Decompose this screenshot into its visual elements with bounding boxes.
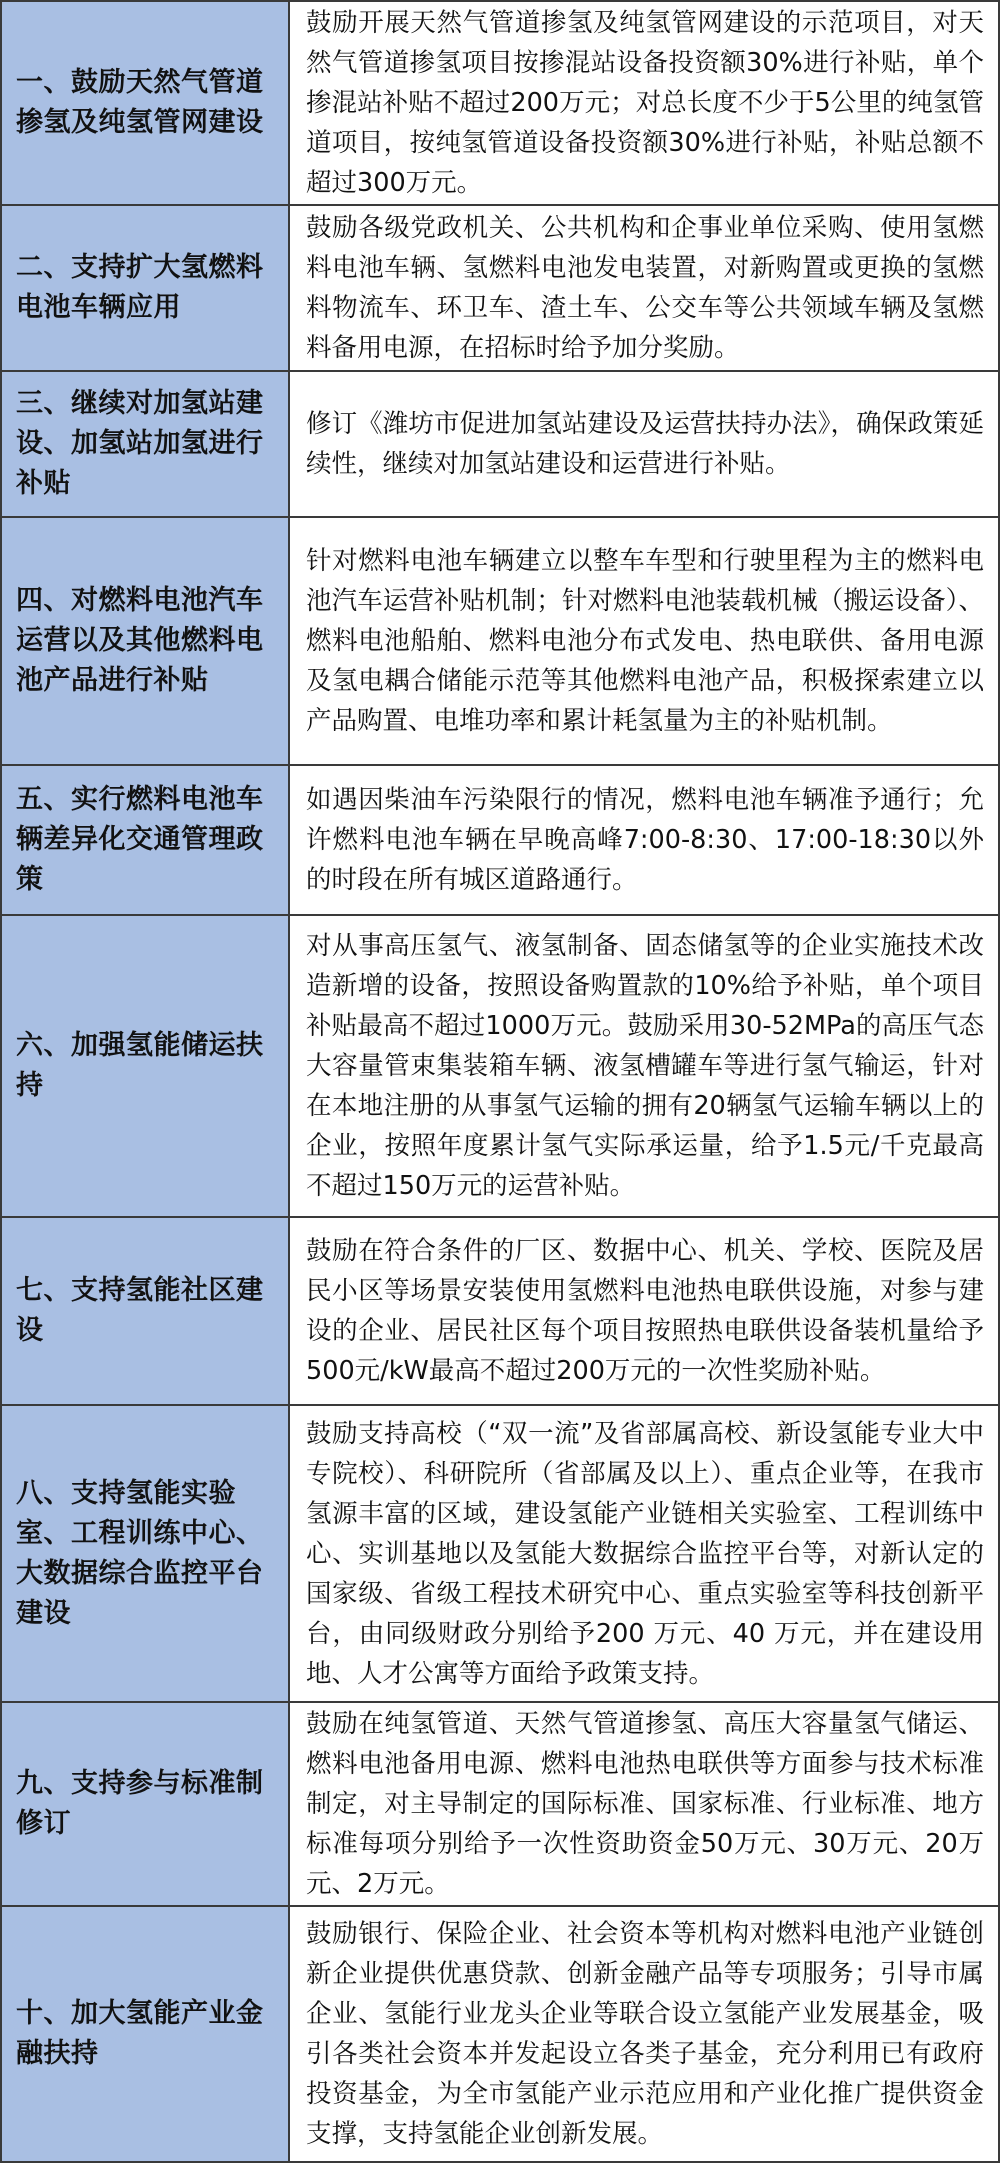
policy-content-8: 鼓励支持高校（“双一流”及省部属高校、新设氢能专业大中专院校）、科研院所（省部属及以上）、重点企业等，在我市氢源丰富的区域，建设氢能产业链相关实验室、工程训练中心、实训基地以及氢能大数据综合监控平台等，对新认定的国家级、省级工程技术研究中心、重点实验室等科技创新平台，由同级财政分别给予200 万元、40 万元，并在建设用地、人才公寓等方面给予政策支持。 xyxy=(289,1405,999,1702)
policy-title-3: 三、继续对加氢站建设、加氢站加氢进行补贴 xyxy=(1,371,289,517)
policy-content-4: 针对燃料电池车辆建立以整车车型和行驶里程为主的燃料电池汽车运营补贴机制；针对燃料电池装载机械（搬运设备）、燃料电池船舶、燃料电池分布式发电、热电联供、备用电源及氢电耦合储能示范等其他燃料电池产品，积极探索建立以产品购置、电堆功率和累计耗氢量为主的补贴机制。 xyxy=(289,517,999,765)
policy-title-5: 五、实行燃料电池车辆差异化交通管理政策 xyxy=(1,765,289,915)
policy-title-7: 七、支持氢能社区建设 xyxy=(1,1217,289,1405)
policy-row-4 xyxy=(1,517,999,765)
policy-content-7: 鼓励在符合条件的厂区、数据中心、机关、学校、医院及居民小区等场景安装使用氢燃料电池热电联供设施，对参与建设的企业、居民社区每个项目按照热电联供设备装机量给予500元/kW最高不超过200万元的一次性奖励补贴。 xyxy=(289,1217,999,1405)
policy-row-8 xyxy=(1,1405,999,1702)
policy-row-10 xyxy=(1,1906,999,2162)
policy-row-9 xyxy=(1,1702,999,1906)
policy-content-9: 鼓励在纯氢管道、天然气管道掺氢、高压大容量氢气储运、燃料电池备用电源、燃料电池热电联供等方面参与技术标准制定，对主导制定的国际标准、国家标准、行业标准、地方标准每项分别给予一次性资助资金50万元、30万元、20万元、2万元。 xyxy=(289,1702,999,1906)
policy-content-10: 鼓励银行、保险企业、社会资本等机构对燃料电池产业链创新企业提供优惠贷款、创新金融产品等专项服务；引导市属企业、氢能行业龙头企业等联合设立氢能产业发展基金，吸引各类社会资本并发起设立各类子基金，充分利用已有政府投资基金，为全市氢能产业示范应用和产业化推广提供资金支撑，支持氢能企业创新发展。 xyxy=(289,1906,999,2162)
policy-row-3 xyxy=(1,371,999,517)
policy-row-5 xyxy=(1,765,999,915)
policy-title-9: 九、支持参与标准制修订 xyxy=(1,1702,289,1906)
policy-row-2 xyxy=(1,205,999,371)
policy-title-2: 二、支持扩大氢燃料电池车辆应用 xyxy=(1,205,289,371)
policy-title-1: 一、鼓励天然气管道掺氢及纯氢管网建设 xyxy=(1,1,289,205)
policy-row-7 xyxy=(1,1217,999,1405)
policy-content-5: 如遇因柴油车污染限行的情况，燃料电池车辆准予通行；允许燃料电池车辆在早晚高峰7:00-8:30、17:00-18:30以外的时段在所有城区道路通行。 xyxy=(289,765,999,915)
policy-content-2: 鼓励各级党政机关、公共机构和企事业单位采购、使用氢燃料电池车辆、氢燃料电池发电装置，对新购置或更换的氢燃料物流车、环卫车、渣土车、公交车等公共领域车辆及氢燃料备用电源，在招标时给予加分奖励。 xyxy=(289,205,999,371)
policy-title-10: 十、加大氢能产业金融扶持 xyxy=(1,1906,289,2162)
policy-row-1 xyxy=(1,1,999,205)
policy-title-4: 四、对燃料电池汽车运营以及其他燃料电池产品进行补贴 xyxy=(1,517,289,765)
policy-title-8: 八、支持氢能实验室、工程训练中心、大数据综合监控平台建设 xyxy=(1,1405,289,1702)
policy-content-3: 修订《潍坊市促进加氢站建设及运营扶持办法》，确保政策延续性，继续对加氢站建设和运营进行补贴。 xyxy=(289,371,999,517)
policy-content-6: 对从事高压氢气、液氢制备、固态储氢等的企业实施技术改造新增的设备，按照设备购置款的10%给予补贴，单个项目补贴最高不超过1000万元。鼓励采用30-52MPa的高压气态大容量管束集装箱车辆、液氢槽罐车等进行氢气输运，针对在本地注册的从事氢气运输的拥有20辆氢气运输车辆以上的企业，按照年度累计氢气实际承运量，给予1.5元/千克最高不超过150万元的运营补贴。 xyxy=(289,915,999,1217)
policy-content-1: 鼓励开展天然气管道掺氢及纯氢管网建设的示范项目，对天然气管道掺氢项目按掺混站设备投资额30%进行补贴，单个掺混站补贴不超过200万元；对总长度不少于5公里的纯氢管道项目，按纯氢管道设备投资额30%进行补贴，补贴总额不超过300万元。 xyxy=(289,1,999,205)
policy-title-6: 六、加强氢能储运扶持 xyxy=(1,915,289,1217)
policy-row-6 xyxy=(1,915,999,1217)
